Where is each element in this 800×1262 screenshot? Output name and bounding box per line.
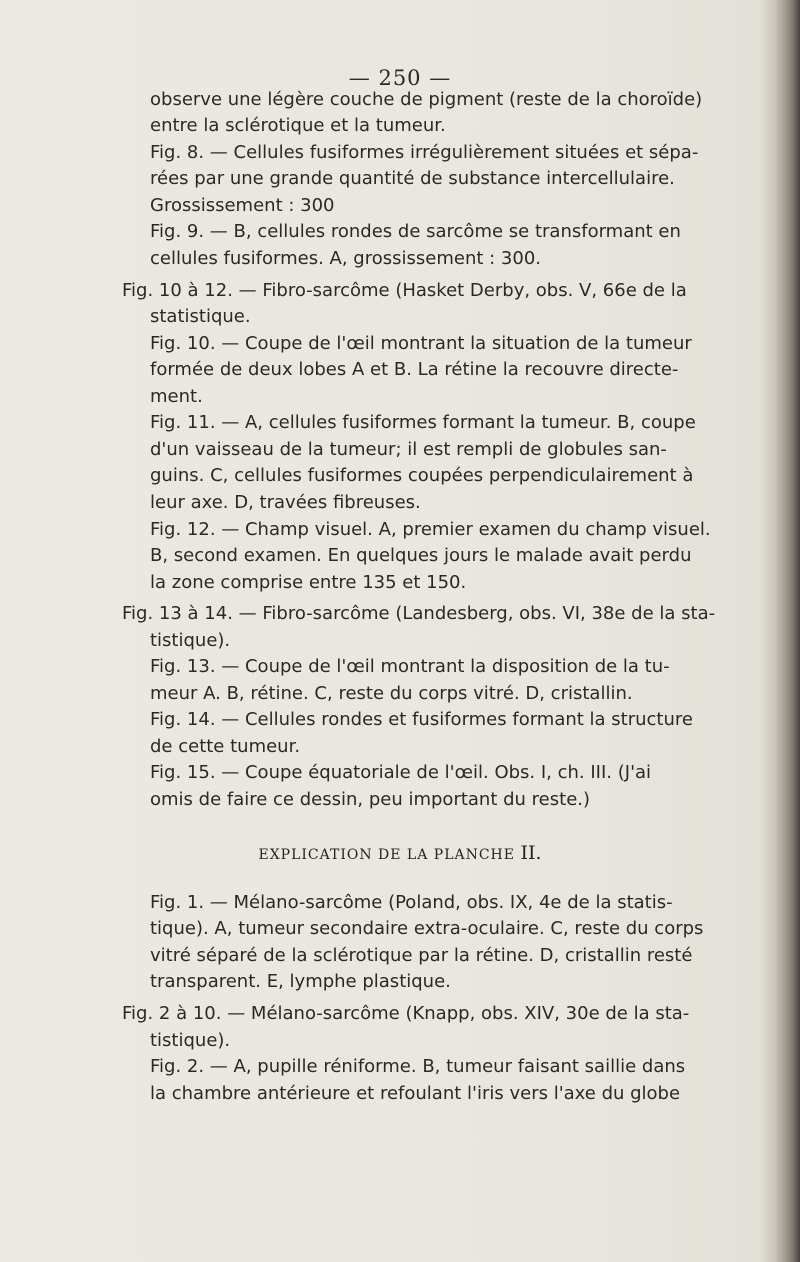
text-line: leur axe. D, travées fibreuses.: [150, 492, 421, 513]
text-line: meur A. B, rétine. C, reste du corps vitré. D, cristallin.: [150, 683, 633, 704]
text-line: omis de faire ce dessin, peu important du reste.): [150, 789, 591, 810]
text-line: B, second examen. En quelques jours le malade avait perdu: [150, 545, 692, 566]
text-line: rées par une grande quantité de substance intercellulaire.: [150, 168, 675, 189]
text-line: Fig. 14. — Cellules rondes et fusiformes formant la structure: [150, 709, 693, 730]
text-line: Fig. 12. — Champ visuel. A, premier examen du champ visuel.: [150, 519, 711, 540]
page-number: — 250 —: [348, 66, 452, 90]
text-line: tistique).: [150, 630, 231, 651]
text-line: vitré séparé de la sclérotique par la rétine. D, cristallin resté: [150, 945, 693, 966]
text-line: observe une légère couche de pigment (reste de la choroïde): [150, 89, 703, 110]
text-line: Fig. 1. — Mélano-sarcôme (Poland, obs. IX, 4e de la statis-: [150, 892, 673, 913]
text-line: transparent. E, lymphe plastique.: [150, 971, 451, 992]
text-line: cellules fusiformes. A, grossissement : 300.: [150, 248, 541, 269]
text-line: Fig. 15. — Coupe équatoriale de l'œil. Obs. I, ch. III. (J'ai: [150, 762, 652, 783]
section-heading-text: EXPLICATION DE LA PLANCHE: [258, 847, 515, 863]
text-line: guins. C, cellules fusiformes coupées perpendiculairement à: [150, 465, 694, 486]
page-edge-shadow: [758, 0, 800, 1262]
text-line: la zone comprise entre 135 et 150.: [150, 572, 467, 593]
text-line: Fig. 2. — A, pupille réniforme. B, tumeur faisant saillie dans: [150, 1056, 686, 1077]
text-line: Grossissement : 300: [150, 195, 335, 216]
section-heading-numeral: II.: [520, 842, 542, 864]
text-line: d'un vaisseau de la tumeur; il est rempli de globules san-: [150, 439, 667, 460]
text-line: formée de deux lobes A et B. La rétine la recouvre directe-: [150, 359, 679, 380]
text-line: Fig. 13 à 14. — Fibro-sarcôme (Landesberg, obs. VI, 38e de la sta-: [122, 603, 716, 624]
section-heading: [0, 842, 800, 864]
text-line: statistique.: [150, 306, 251, 327]
text-line: Fig. 10. — Coupe de l'œil montrant la situation de la tumeur: [150, 333, 692, 354]
text-line: Fig. 8. — Cellules fusiformes irrégulièrement situées et sépa-: [150, 142, 699, 163]
text-line: Fig. 13. — Coupe de l'œil montrant la disposition de la tu-: [150, 656, 670, 677]
text-line: ment.: [150, 386, 203, 407]
text-line: tique). A, tumeur secondaire extra-oculaire. C, reste du corps: [150, 918, 704, 939]
text-line: Fig. 10 à 12. — Fibro-sarcôme (Hasket Derby, obs. V, 66e de la: [122, 280, 687, 301]
text-line: la chambre antérieure et refoulant l'iris vers l'axe du globe: [150, 1083, 681, 1104]
text-line: entre la sclérotique et la tumeur.: [150, 115, 446, 136]
text-line: Fig. 9. — B, cellules rondes de sarcôme se transformant en: [150, 221, 681, 242]
text-line: tistique).: [150, 1030, 231, 1051]
text-line: Fig. 11. — A, cellules fusiformes formant la tumeur. B, coupe: [150, 412, 696, 433]
text-line: de cette tumeur.: [150, 736, 301, 757]
text-line: Fig. 2 à 10. — Mélano-sarcôme (Knapp, obs. XIV, 30e de la sta-: [122, 1003, 690, 1024]
